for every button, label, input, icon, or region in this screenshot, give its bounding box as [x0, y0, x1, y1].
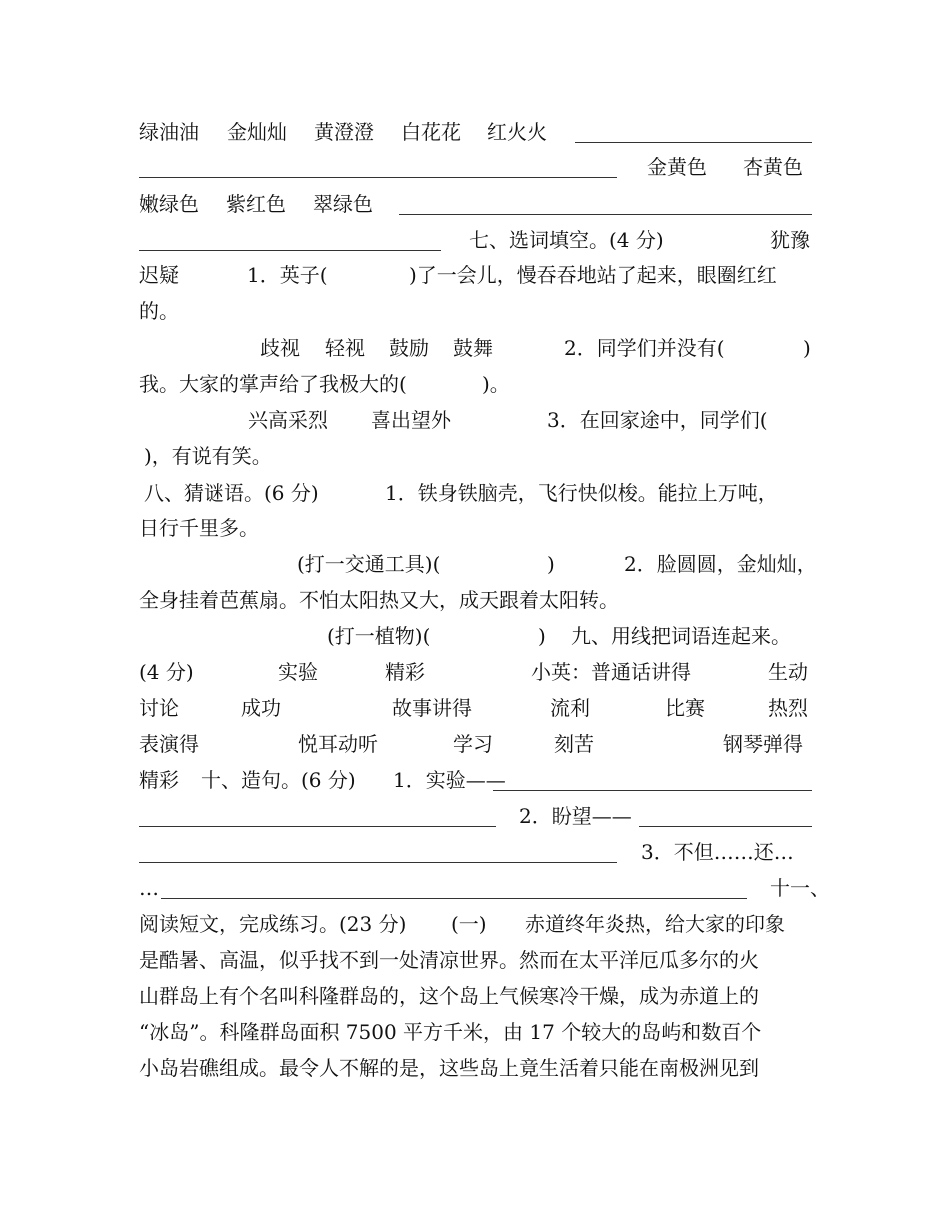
- answer-blank[interactable]: [575, 114, 812, 143]
- match-word[interactable]: 讨论: [139, 696, 179, 720]
- question-text: ): [803, 336, 811, 360]
- match-word[interactable]: 热烈: [768, 696, 808, 720]
- match-word[interactable]: 刻苦: [554, 732, 594, 756]
- sec9-header-line: [139, 618, 812, 654]
- word: 黄澄澄: [314, 120, 374, 144]
- match-word[interactable]: 故事讲得: [392, 696, 472, 720]
- match-word[interactable]: 钢琴弹得: [723, 732, 803, 756]
- question-text: 2．同学们并没有(: [564, 336, 725, 360]
- riddle-hint: (打一交通工具)(: [297, 552, 441, 576]
- match-word[interactable]: 比赛: [665, 696, 705, 720]
- riddle-hint: ): [547, 552, 555, 576]
- word: 嫩绿色: [139, 192, 199, 216]
- word: 迟疑: [139, 263, 179, 287]
- passage-text: 赤道终年炎热，给大家的印象: [525, 912, 785, 936]
- section-score: (4 分): [139, 660, 194, 684]
- sentence-prompt: 2．盼望——: [519, 804, 632, 828]
- word: 绿油油: [139, 120, 199, 144]
- question-text: )，有说有笑。: [144, 444, 272, 468]
- word: 金黄色: [647, 155, 707, 179]
- sec8-hint1-line: [139, 546, 817, 582]
- answer-blank[interactable]: [139, 149, 617, 178]
- question-text: )。: [482, 372, 510, 396]
- question-text: )了一会儿，慢吞吞地站了起来，眼圈红红: [409, 263, 777, 287]
- question-text: 1．英子(: [247, 263, 328, 287]
- passage-line: [139, 1014, 812, 1050]
- sec6-row3: [139, 186, 812, 222]
- section-title: 八、猜谜语。(6 分): [144, 481, 319, 505]
- word: 翠绿色: [313, 192, 373, 216]
- match-word[interactable]: 悦耳动听: [298, 732, 378, 756]
- sentence-prompt: …: [139, 876, 159, 900]
- question-text: 3．在回家途中，同学们(: [547, 408, 768, 432]
- match-word[interactable]: 精彩: [139, 768, 179, 792]
- word: 鼓舞: [453, 336, 493, 360]
- word: 歧视: [260, 336, 300, 360]
- word: 轻视: [325, 336, 365, 360]
- match-word[interactable]: 实验: [278, 660, 318, 684]
- sec7-q3-cont: [139, 438, 812, 474]
- sec9-row1: [139, 654, 812, 690]
- question-text: 的。: [139, 299, 179, 323]
- sec8-riddle2-cont: [139, 582, 812, 618]
- sentence-blank[interactable]: [161, 870, 747, 899]
- word: 紫红色: [226, 192, 286, 216]
- sec7-header-line: [139, 222, 812, 258]
- sentence-prompt: 3．不但……还…: [641, 840, 794, 864]
- section-title: 十一、: [770, 876, 830, 900]
- sec7-q3-line: [139, 402, 812, 438]
- passage-text: 小岛岩礁组成。最令人不解的是，这些岛上竟生活着只能在南极洲见到: [139, 1056, 759, 1080]
- passage-text: 山群岛上有个名叫科隆群岛的，这个岛上气候寒冷干燥，成为赤道上的: [139, 984, 759, 1008]
- sec9-row3: [139, 726, 812, 762]
- match-word[interactable]: 精彩: [385, 660, 425, 684]
- sec8-header-line: [139, 475, 812, 511]
- question-text: 我。大家的掌声给了我极大的(: [139, 372, 407, 396]
- word: 红火火: [487, 120, 547, 144]
- sec11-header-line: [139, 870, 830, 906]
- passage-line: [139, 942, 812, 978]
- sec10-s2-line: [139, 798, 812, 834]
- sec10-header-line: [139, 762, 812, 798]
- sec10-s3-line: [139, 834, 812, 870]
- sentence-blank[interactable]: [493, 762, 812, 791]
- section-title: 十、造句。(6 分): [201, 768, 356, 792]
- match-word[interactable]: 表演得: [139, 732, 199, 756]
- riddle-text: 日行千里多。: [139, 516, 259, 540]
- passage-text: 是酷暑、高温，似乎找不到一处清凉世界。然而在太平洋厄瓜多尔的火: [139, 948, 759, 972]
- word: 兴高采烈: [248, 408, 328, 432]
- match-word[interactable]: 生动: [768, 660, 808, 684]
- sentence-blank[interactable]: [139, 834, 617, 863]
- passage-line: [139, 1050, 812, 1086]
- riddle-text: 全身挂着芭蕉扇。不怕太阳热又大，成天跟着太阳转。: [139, 588, 619, 612]
- word: 鼓励: [389, 336, 429, 360]
- passage-line: [139, 978, 812, 1014]
- riddle-text: 2．脸圆圆，金灿灿，: [624, 552, 817, 576]
- riddle-text: 1．铁身铁脑壳，飞行快似梭。能拉上万吨，: [385, 481, 778, 505]
- sec11-title-line: [139, 906, 812, 942]
- sec7-q2-cont: [139, 366, 812, 402]
- sec9-row2: [139, 690, 812, 726]
- sentence-blank[interactable]: [639, 798, 812, 827]
- word: 白花花: [401, 120, 461, 144]
- word: 喜出望外: [371, 408, 451, 432]
- passage-part: (一): [451, 912, 487, 936]
- passage-text: “冰岛”。科隆群岛面积 7500 平方千米，由 17 个较大的岛屿和数百个: [139, 1020, 762, 1044]
- sec8-riddle1-cont: [139, 510, 812, 546]
- word: 杏黄色: [743, 155, 803, 179]
- sentence-blank[interactable]: [139, 798, 496, 827]
- section-title: 阅读短文，完成练习。(23 分): [139, 912, 407, 936]
- sec7-q2-line: [139, 330, 812, 366]
- riddle-hint: ): [538, 624, 546, 648]
- sec7-q1-cont: [139, 293, 812, 329]
- section-title: 九、用线把词语连起来。: [571, 624, 791, 648]
- word: 金灿灿: [227, 120, 287, 144]
- sec6-row2: [139, 149, 812, 185]
- match-word[interactable]: 学习: [453, 732, 493, 756]
- sec7-q1-line: [139, 257, 812, 293]
- match-word[interactable]: 小英：普通话讲得: [531, 660, 691, 684]
- match-word[interactable]: 成功: [241, 696, 281, 720]
- sentence-prompt: 1．实验——: [393, 768, 506, 792]
- match-word[interactable]: 流利: [550, 696, 590, 720]
- answer-blank[interactable]: [399, 186, 812, 215]
- word: 犹豫: [770, 228, 810, 252]
- sec6-row1: [139, 114, 812, 150]
- answer-blank[interactable]: [139, 222, 441, 251]
- section-title: 七、选词填空。(4 分): [469, 228, 664, 252]
- riddle-hint: (打一植物)(: [327, 624, 431, 648]
